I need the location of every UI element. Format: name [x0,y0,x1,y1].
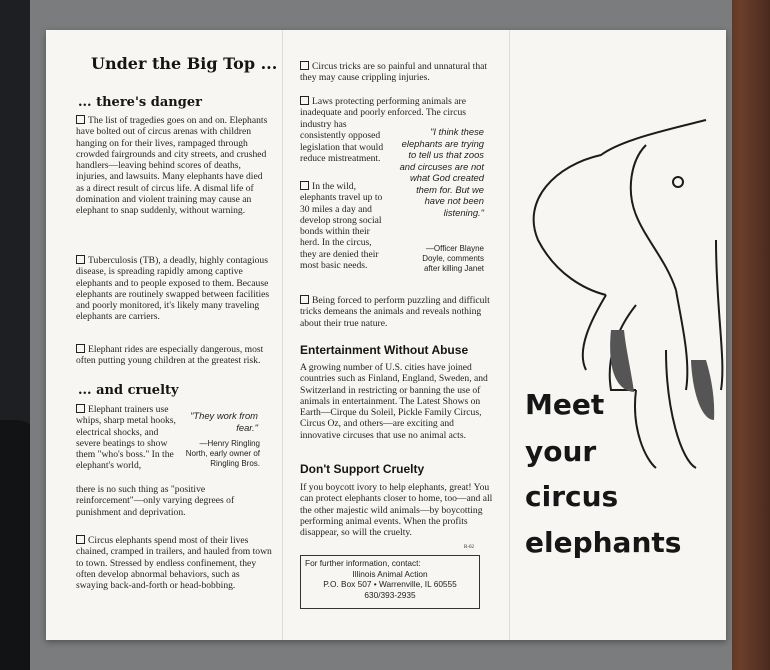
checkbox-icon [76,535,85,544]
panel-title: Under the Big Top ... [91,54,278,73]
paragraph-wild: In the wild, elephants travel up to 30 miles a day and develop strong social bonds within their herd. In the circus, they are denied their most basic needs. [300,181,383,272]
section-heading-cruelty: ... and cruelty [78,383,179,398]
cover-title-line4: elephants [525,526,682,559]
paragraph-laws-top: Laws protecting performing animals are inadequate and poorly enforced. The circus [300,96,467,119]
contact-box [300,555,480,609]
checkbox-icon [76,255,85,264]
checkbox-icon [76,115,85,124]
quote-attribution: —Henry Ringling North, early owner of Ringling Bros. [185,439,260,468]
cover-title-line2: your [525,435,597,468]
section-heading-danger: ... there's danger [78,95,202,110]
checkbox-icon [76,404,85,413]
checkbox-icon [300,61,309,70]
paragraph-punishment: there is no such thing as "positive reinforcement"—only varying degrees of punishment and deprivation. [76,484,235,518]
checkbox-icon [76,344,85,353]
paragraph-confinement: Circus elephants spend most of their lives chained, cramped in trailers, and hauled from town to town. Stressed by endless confinement, they often develop abnormal behaviors, such as swaying back-and-forth or head-bobbing. [76,535,272,592]
paragraph-trainers: Elephant trainers use whips, sharp metal hooks, electrical shocks, and severe beatings to show them "who's boss." In the elephant's world, [76,404,176,472]
contact-org: Illinois Animal Action [352,568,428,579]
fold-line [509,30,510,640]
brochure [46,30,726,640]
contact-title: For further information, contact: [305,558,421,568]
checkbox-icon [300,295,309,304]
checkbox-icon [300,96,309,105]
quote-officer-attribution: —Officer Blayne Doyle, comments after killing Janet [422,244,484,273]
contact-phone: 630/393-2935 [364,589,416,600]
paragraph-tragedies: The list of tragedies goes on and on. Elephants have bolted out of circus arenas with children hanging on for their lives, rampaged through crowded fairgrounds and city streets, and crushed handlers—leaving behind scores of deaths, injuries, and lawsuits. Many elephants have died as a direct result of circus life. A dismal life of domination and violent training may cause an elephant to snap suddenly, without warning. [76,115,268,217]
fold-line [282,30,283,640]
checkbox-icon [300,181,309,190]
heading-support: Don't Support Cruelty [300,462,425,476]
quote-fear: "They work from fear." [190,410,258,433]
quote-officer: "I think these elephants are trying to tell us that zoos and circuses are not what God created them for. But we have not been listening." [399,126,484,218]
heading-entertainment: Entertainment Without Abuse [300,343,469,357]
cover-title-line1: Meet [525,388,605,421]
paragraph-laws-rest: industry has consistently opposed legislation that would reduce mistreatment. [300,119,384,164]
code-label: R-02 [464,545,474,550]
paragraph-puzzling: Being forced to perform puzzling and difficult tricks demeans the animals and reveals nothing about their true nature. [300,295,490,329]
paragraph-tuberculosis: Tuberculosis (TB), a deadly, highly contagious disease, is spreading rapidly among captive elephants and to people exposed to them. Because elephants are routinely swapped between facilities and poorly monitored, it's likely many traveling elephants are carriers. [76,255,270,323]
contact-address: P.O. Box 507 • Warrenville, IL 60555 [323,579,457,589]
paragraph-cities: A growing number of U.S. cities have joined countries such as Finland, England, Sweden, and Switzerland in restricting or banning the use of animals in entertainment. The Latest Shows on Earth—Cirque du Soleil, Pickle Family Circus, Circus Oz, and others—are exciting and innovative circuses that use no animal acts. [300,362,488,441]
cover-title-line3: circus [525,480,619,513]
paragraph-boycott: If you boycott ivory to help elephants, great! You can protect elephants closer to home, too—and all the other majestic wild animals—by boycotting performing animal events. When the profits disappear, so will the cruelty. [300,482,493,539]
paragraph-tricks: Circus tricks are so painful and unnatural that they may cause crippling injuries. [300,61,488,84]
paragraph-rides: Elephant rides are especially dangerous, most often putting young children at the greatest risk. [76,344,264,367]
